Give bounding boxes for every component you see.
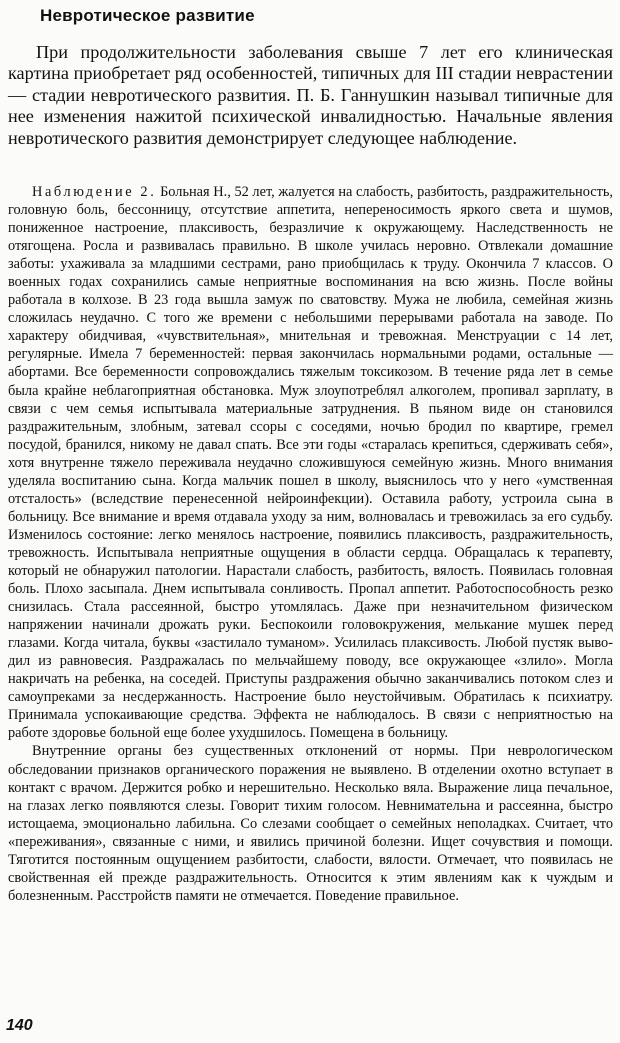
observation-text: Больная Н., 52 лет, жалуется на слабость, разбитость, раздражительность, головную боль, бессонницу, отсутствие аппетита, непереносимость яркого света и шумов, пониженное настроение, плаксивость, безразличие к окружающему. Наследственность не отягощена. Росла и развивалась правильно. В школе училась неровно. Отвлекали домашние заботы: ухаживала за младшими сестрами, рано приобщилась к труду. Окончила 7 классов. О военных годах сохранились самые неприятные воспоминания на всю жизнь. После войны работала в колхозе. В 23 года вышла замуж по сватовству. Мужа не любила, семейная жизнь сложилась неудачно. С того же времени с небольшими перерывами работала на заводе. По характеру обидчивая, «чувствительная», мнительная и тревожная. Менструации с 14 лет, регулярные. Имела 7 беременностей: первая закончилась нормальными родами, остальные — абортами. Все беременности сопровождались тяжелым токсикозом. В течение ряда лет в семье была крайне неблагоприятная обстановка. Муж злоупотреблял алкоголем, пропивал зарплату, в связи с чем семья испытывала материальные затруднения. В пьяном виде он становился раздражительным, злобным, затевал ссоры с соседями, ночью бродил по квартире, гремел посудой, бранился, никому не давал спать. Все эти годы «старалась крепиться, сдерживать себя», хотя внутренне тяжело переживала неудачно сложившуюся семейную жизнь. Много внимания уделяла воспитанию сына. Когда мальчик пошел в школу, выяснилось что у него «умственная отсталость» (вследствие перенесенной нейроинфекции). Оставила работу, устроила сына в больницу. Все внимание и время отдавала уходу за ним, волновалась и тревожилась за его судьбу. Изменилось состояние: легко менялось настроение, появились плаксивость, раздражительность, тревожность. Испытывала неприятные ощущения в области сердца. Обращалась к терапевту, который не обнаружил патологии. Нарастали слабость, разбитость, вялость. Появилась головная боль. Плохо засыпала. Днем испытывала сонливость. Пропал аппетит. Работоспособность резко снизилась. Стала рассеянной, быстро утомлялась. Даже при незначительном физическом напряжении начинали дрожать руки. Беспокоили головокружения, мелькание мушек перед глазами. Когда читала, буквы «застилало туманом». Усилилась плаксивость. Любой пустяк выводил из равновесия. Раздражалась по мельчайшему поводу, все окружающее «злило». Могла накричать на ребенка, на соседей. Приступы раздражения обычно заканчивались потоком слез и самоупреками за несдержанность. Настроение было неустойчивым. Обратилась к психиатру. Принимала успокаивающие средства. Эффекта не наблюдалось. В связи с неприятностью на работе здоровье больной еще более ухудшилось. Помещена в больницу. [8, 184, 614, 742]
intro-paragraph: При продолжительности заболевания свыше 7 лет его клиническая картина приобретает ряд особенностей, типичных для III стадии неврастении — стадии невротического развития. П. Б. Ганнушкин называл типичные для нее изменения нажитой психической инвалидностью. Начальные явления невротического развития демонстрирует следующее наблюдение. [8, 42, 613, 148]
section-heading: Невротическое развитие [40, 6, 255, 25]
case-text [8, 183, 613, 905]
page-number: 140 [6, 1017, 33, 1034]
examination-paragraph: Внутренние органы без существенных отклонений от нормы. При неврологическом обследовании признаков органического поражения не выявлено. В отделении охотно вступает в контакт с врачом. Держится робко и нерешительно. Несколько вяла. Выражение лица печальное, на глазах легко появляются слезы. Говорит тихим голосом. Невнимательна и рассеянна, быстро истощаема, эмоционально лабильна. Со слезами сообщает о семейных неполадках. Считает, что «переживания», связанные с ними, и явились причиной болезни. Ищет сочувствия и помощи. Тяготится постоянным ощущением разбитости, слабости, вялости. Отмечает, что появилась не свойственная ей прежде раздражительность. Относится к этим явлениям как к чуждым и болезненным. Расстройств памяти не отмечается. Поведение правильное. [8, 743, 613, 904]
observation-paragraph [8, 183, 613, 742]
observation-label: Наблюдение 2. [32, 184, 157, 200]
